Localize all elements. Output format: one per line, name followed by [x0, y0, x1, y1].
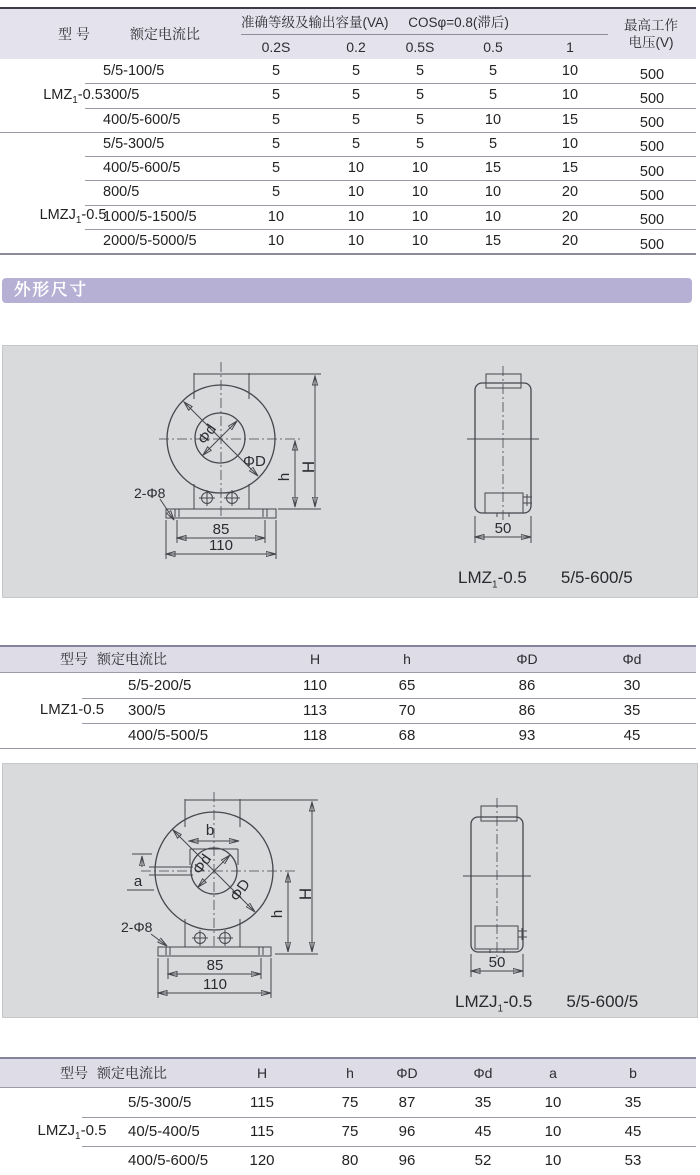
- header-class-1: 1: [566, 39, 574, 55]
- value-cell: 120: [249, 1152, 275, 1169]
- value-cell: 35: [624, 1094, 642, 1111]
- side-view-drawing: [463, 798, 531, 977]
- value-cell: 65: [398, 677, 416, 694]
- table-row: [0, 180, 696, 204]
- value-cell: 5: [271, 160, 281, 177]
- outline-drawing-lmzj: [3, 764, 697, 1017]
- value-cell: 5: [271, 63, 281, 79]
- value-cell: 10: [347, 184, 365, 201]
- value-cell: 15: [561, 111, 579, 128]
- value-cell: 35: [623, 702, 641, 719]
- value-cell: 20: [561, 208, 579, 225]
- ratio-cell: 400/5-600/5: [128, 1152, 209, 1169]
- value-cell: 45: [623, 727, 641, 744]
- header-b: b: [629, 1065, 637, 1081]
- header-h: h: [346, 1065, 354, 1081]
- dimension-table-header: [0, 647, 696, 673]
- voltage-cell: 500: [639, 90, 665, 107]
- value-cell: 118: [303, 727, 327, 744]
- header-max-voltage: 最高工作 电压(V): [624, 18, 678, 50]
- header-class-05: 0.5: [483, 39, 503, 55]
- value-cell: 52: [474, 1152, 492, 1169]
- header-model: 型号: [60, 1065, 88, 1081]
- outline-drawing-lmz: [3, 346, 697, 597]
- header-model: 型号: [60, 651, 88, 667]
- value-cell: 80: [341, 1152, 359, 1169]
- header-H: H: [309, 651, 321, 667]
- label-h: h: [269, 909, 286, 919]
- ratio-cell: 300/5: [128, 702, 166, 719]
- header-class-05s: 0.5S: [405, 39, 435, 55]
- label-phi-D: ΦD: [226, 876, 254, 905]
- ratio-cell: 800/5: [103, 184, 140, 201]
- header-h: h: [403, 651, 411, 667]
- value-cell: 68: [398, 727, 416, 744]
- header-class-02: 0.2: [346, 39, 366, 55]
- header-ratio: 额定电流比: [97, 1065, 167, 1081]
- label-phi-d: Φd: [189, 851, 216, 878]
- header-phi-D: ΦD: [396, 1065, 418, 1081]
- table-row: [0, 229, 696, 253]
- value-cell: 10: [561, 63, 579, 79]
- value-cell: 5: [415, 135, 425, 152]
- label-H: H: [296, 887, 315, 901]
- voltage-cell: 500: [639, 139, 665, 156]
- model-label-lmzj: $LMZJ_1-0.5$: [39, 207, 107, 226]
- value-cell: 5: [415, 111, 425, 128]
- value-cell: 35: [474, 1094, 492, 1111]
- ratio-cell: 5/5-200/5: [128, 677, 192, 694]
- voltage-cell: 500: [639, 212, 665, 229]
- value-cell: 113: [303, 702, 327, 719]
- dimension-table-lmzj: [0, 1057, 696, 1175]
- header-H: H: [256, 1065, 268, 1081]
- terminal-box: [475, 926, 518, 949]
- value-cell: 53: [624, 1152, 642, 1169]
- side-view-drawing: [467, 366, 539, 543]
- ratio-cell: 400/5-500/5: [128, 727, 209, 744]
- label-phi-d: Φd: [194, 421, 221, 448]
- label-H: H: [299, 460, 318, 474]
- value-cell: 10: [411, 160, 429, 177]
- table-row: [0, 132, 696, 156]
- header-cos: COSφ=0.8(滞后): [408, 15, 509, 30]
- value-cell: 10: [267, 208, 285, 225]
- section-banner: [2, 278, 692, 303]
- value-cell: 10: [347, 233, 365, 250]
- value-cell: 10: [411, 184, 429, 201]
- label-dim-50: 50: [494, 520, 512, 537]
- value-cell: 5: [488, 87, 498, 104]
- value-cell: 10: [561, 87, 579, 104]
- label-dim-110: 110: [209, 537, 233, 554]
- value-cell: 30: [623, 677, 641, 694]
- header-ratio: 额定电流比: [130, 26, 200, 42]
- header-phi-d: Φd: [622, 651, 642, 667]
- value-cell: 15: [484, 160, 502, 177]
- label-mounting-holes: 2-Φ8: [121, 919, 153, 935]
- header-accuracy-group: [241, 11, 608, 35]
- value-cell: 70: [398, 702, 416, 719]
- value-cell: 75: [341, 1094, 359, 1111]
- value-cell: 15: [484, 233, 502, 250]
- value-cell: 75: [341, 1123, 359, 1140]
- label-mounting-holes: 2-Φ8: [134, 485, 166, 501]
- header-phi-d: Φd: [473, 1065, 493, 1081]
- value-cell: 5: [351, 135, 361, 152]
- value-cell: 10: [544, 1123, 562, 1140]
- value-cell: 10: [267, 233, 285, 250]
- value-cell: 10: [411, 208, 429, 225]
- value-cell: 10: [561, 135, 579, 152]
- voltage-cell: 500: [639, 115, 665, 132]
- value-cell: 45: [624, 1123, 642, 1140]
- ratio-cell: 2000/5-5000/5: [103, 233, 197, 250]
- rating-table: [0, 7, 696, 255]
- voltage-cell: 500: [639, 66, 665, 83]
- value-cell: 115: [250, 1123, 274, 1140]
- outline-panel-lmzj: [2, 763, 698, 1018]
- ratio-cell: 400/5-600/5: [103, 160, 181, 177]
- value-cell: 5: [415, 63, 425, 79]
- value-cell: 5: [488, 135, 498, 152]
- terminal-block: [486, 374, 521, 388]
- value-cell: 45: [474, 1123, 492, 1140]
- label-phi-D: ΦD: [243, 453, 266, 470]
- value-cell: 5: [271, 87, 281, 104]
- label-dim-110: 110: [203, 976, 227, 993]
- voltage-cell: 500: [639, 236, 665, 253]
- value-cell: 5: [271, 184, 281, 201]
- value-cell: 93: [518, 727, 536, 744]
- terminal-box: [485, 493, 523, 513]
- value-cell: 10: [544, 1094, 562, 1111]
- value-cell: 10: [347, 160, 365, 177]
- value-cell: 10: [544, 1152, 562, 1169]
- label-dim-50: 50: [488, 954, 506, 971]
- value-cell: 96: [398, 1152, 416, 1169]
- header-class-02s: 0.2S: [261, 39, 291, 55]
- table-row: [0, 156, 696, 180]
- section-title: 外形尺寸: [14, 281, 88, 299]
- value-cell: 110: [303, 677, 327, 694]
- front-view-drawing: [134, 362, 321, 559]
- ratio-cell: 5/5-100/5: [103, 63, 165, 79]
- drawing-caption-lmzj: $LMZJ_1-0.5$ 5/5-600/5: [455, 992, 639, 1015]
- rating-table-header: [0, 9, 696, 59]
- model-label-lmzj: $LMZJ_1-0.5$: [37, 1122, 107, 1142]
- header-accuracy: 准确等级及输出容量(VA): [241, 15, 389, 30]
- ratio-cell: 5/5-300/5: [128, 1094, 192, 1111]
- value-cell: 5: [351, 111, 361, 128]
- header-phi-D: ΦD: [516, 651, 538, 667]
- value-cell: 10: [347, 208, 365, 225]
- terminal-block: [481, 806, 517, 821]
- voltage-cell: 500: [639, 187, 665, 204]
- label-b: b: [205, 822, 215, 839]
- dimension-table-lmz: [0, 645, 696, 749]
- label-a: a: [133, 873, 143, 890]
- ratio-cell: 1000/5-1500/5: [103, 208, 197, 225]
- model-label-lmz: $LMZ_1-0.5$: [43, 87, 103, 106]
- value-cell: 115: [250, 1094, 274, 1111]
- ratio-cell: 5/5-300/5: [103, 135, 165, 152]
- label-dim-85: 85: [212, 521, 230, 538]
- model-label-lmz: LMZ1-0.5: [39, 701, 105, 718]
- value-cell: 96: [398, 1123, 416, 1140]
- value-cell: 10: [484, 111, 502, 128]
- ratio-cell: 300/5: [103, 87, 140, 104]
- value-cell: 5: [351, 63, 361, 79]
- ratio-cell: 400/5-600/5: [103, 111, 181, 128]
- label-h: h: [276, 472, 293, 482]
- outline-panel-lmz: [2, 345, 698, 598]
- value-cell: 10: [484, 184, 502, 201]
- label-dim-85: 85: [206, 957, 224, 974]
- value-cell: 10: [484, 208, 502, 225]
- value-cell: 10: [411, 233, 429, 250]
- header-model: 型 号: [58, 26, 90, 42]
- value-cell: 5: [351, 87, 361, 104]
- value-cell: 86: [518, 702, 536, 719]
- value-cell: 15: [561, 160, 579, 177]
- value-cell: 20: [561, 233, 579, 250]
- voltage-cell: 500: [639, 163, 665, 180]
- header-ratio: 额定电流比: [97, 651, 167, 667]
- value-cell: 86: [518, 677, 536, 694]
- dimension-table-header: [0, 1059, 696, 1088]
- front-view-drawing: [121, 792, 318, 998]
- value-cell: 5: [488, 63, 498, 79]
- value-cell: 5: [271, 111, 281, 128]
- ratio-cell: 40/5-400/5: [128, 1123, 200, 1140]
- value-cell: 5: [271, 135, 281, 152]
- value-cell: 20: [561, 184, 579, 201]
- drawing-caption-lmz: $LMZ_1-0.5$ 5/5-600/5: [458, 568, 633, 591]
- value-cell: 87: [398, 1094, 416, 1111]
- value-cell: 5: [415, 87, 425, 104]
- header-a: a: [549, 1065, 557, 1081]
